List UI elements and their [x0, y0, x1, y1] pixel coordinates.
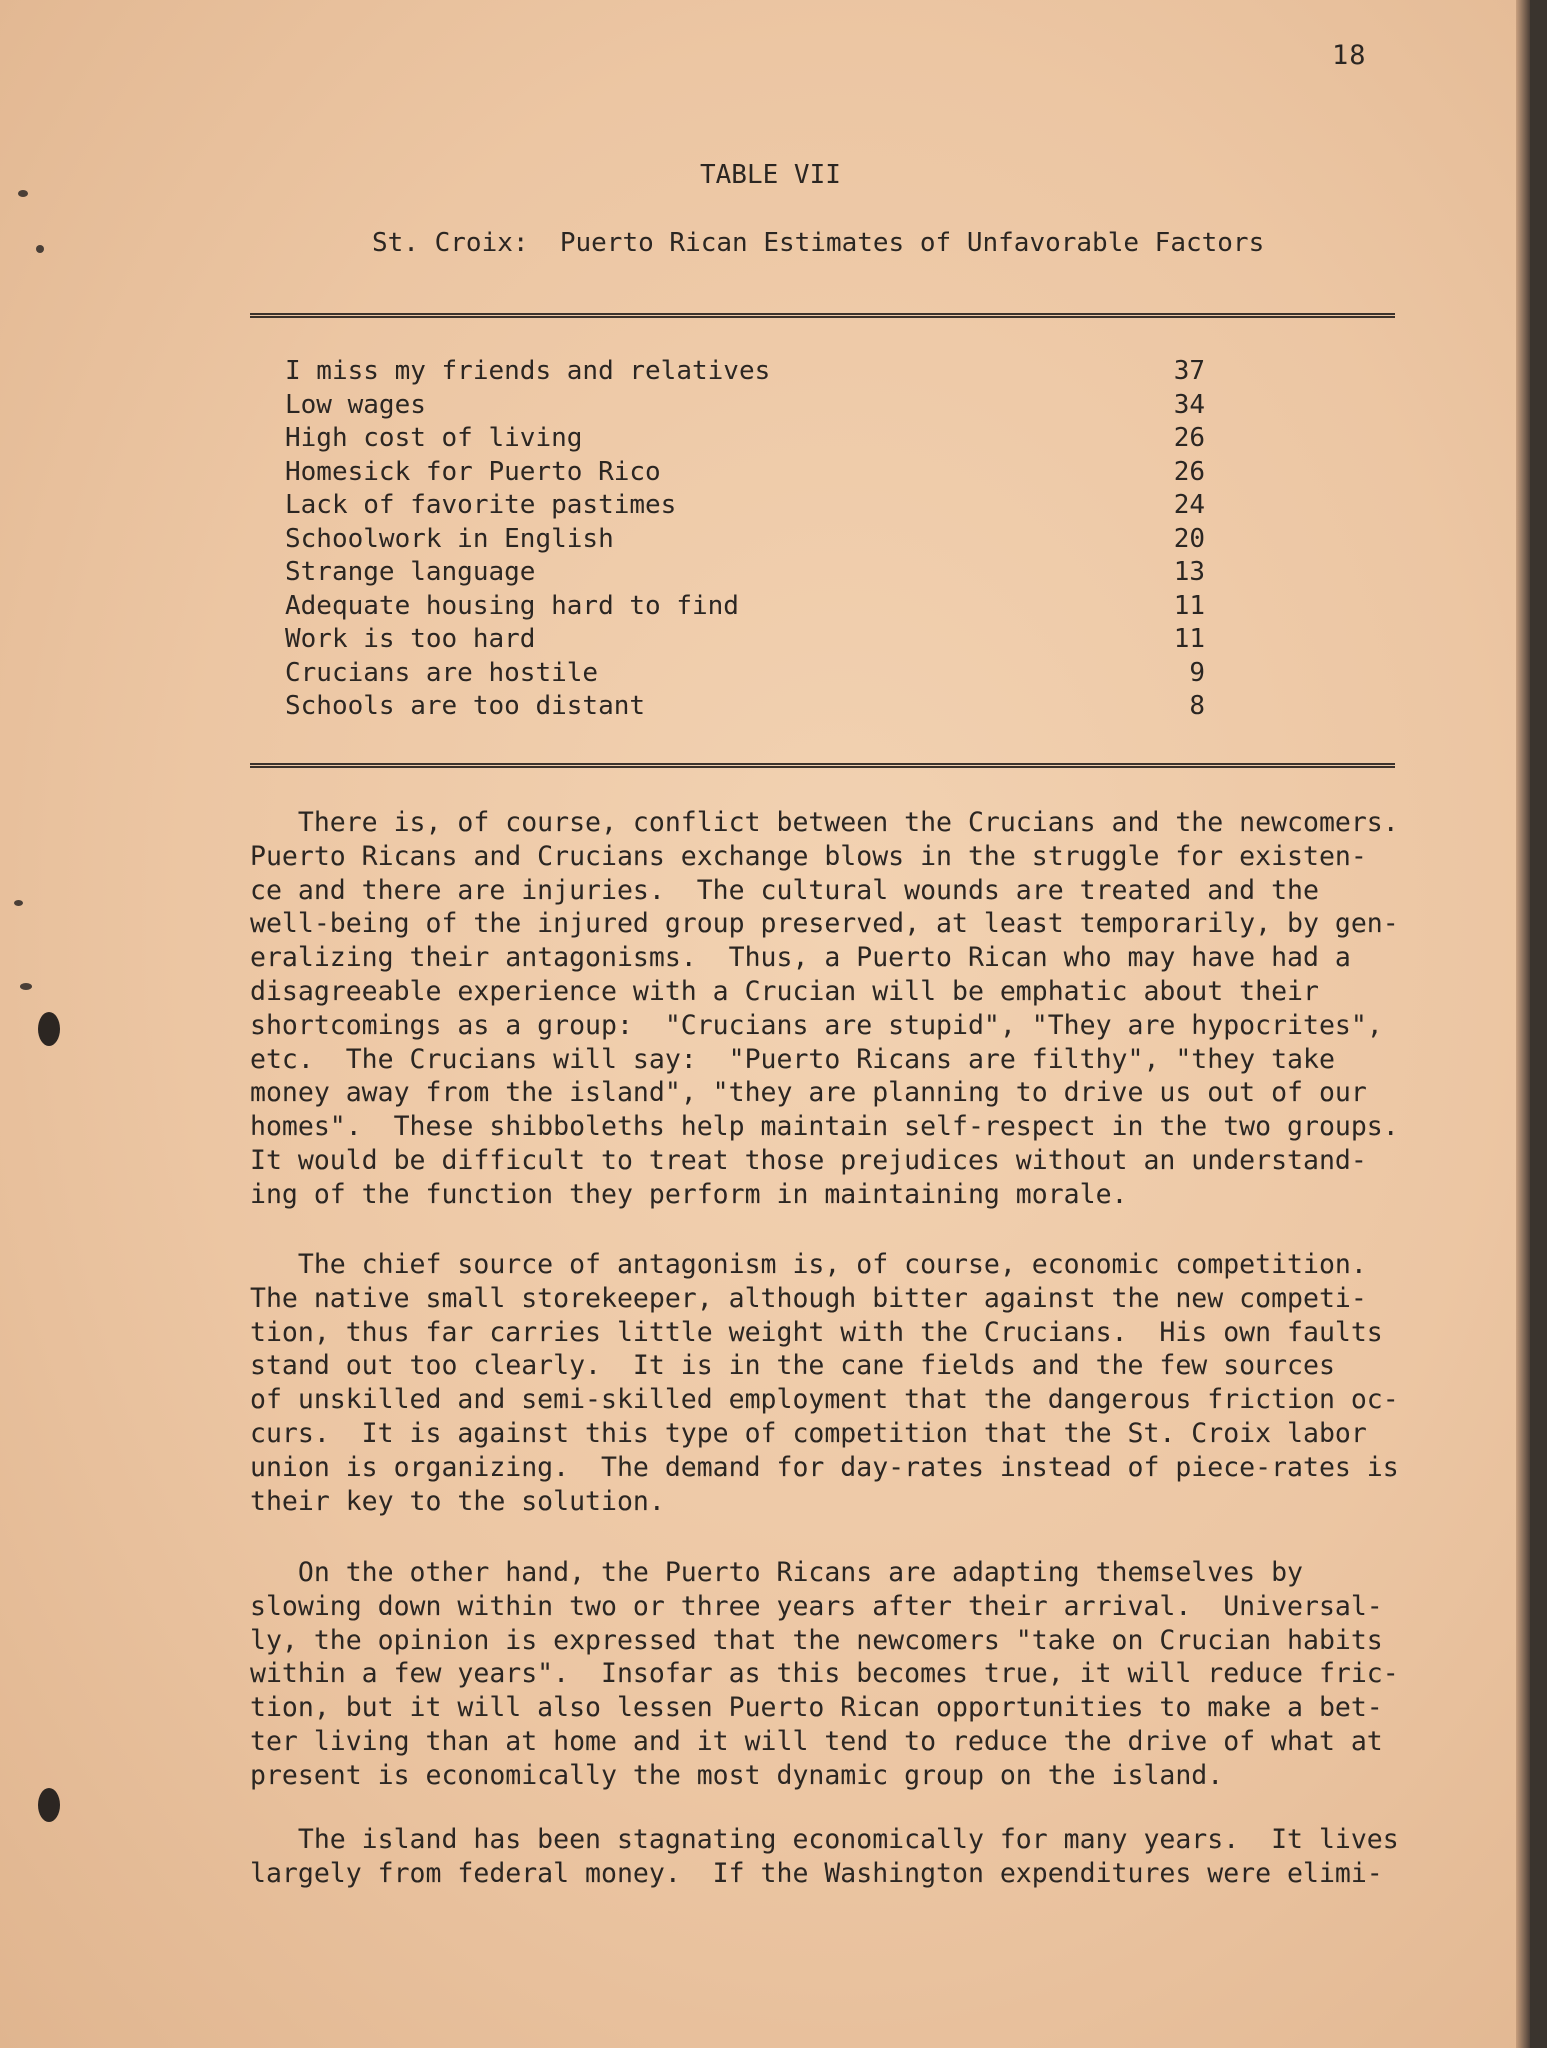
table-subtitle: St. Croix: Puerto Rican Estimates of Unfavorable Factors [372, 228, 1265, 258]
row-count: 11 [1173, 590, 1205, 621]
row-count: 26 [1173, 423, 1205, 453]
table-row [285, 556, 1205, 590]
table-row [285, 690, 1205, 724]
paragraph: There is, of course, conflict between the Crucians and the newcomers. Puerto Ricans and Crucians exchange blows in the struggle for existen- ce and there are injuries. The cultural wounds are treated and the well-being of the injured group preserved, at least temporarily, by gen- eralizing their antagonisms. Thus, a Puerto Rican who may have had a disagreeable experience with a Crucian will be emphatic about their shortcomings as a group: "Crucians are stupid", "They are hypocrites", etc. The Crucians will say: "Puerto Ricans are filthy", "they take money away from the island", "they are planning to drive us out of our homes". These shibboleths help maintain self-respect in the two groups. It would be difficult to treat those prejudices without an understand- ing of the function they perform in maintaining morale. [250, 807, 1399, 1210]
row-label: Schools are too distant [285, 691, 646, 721]
paper-speck [14, 900, 23, 906]
table-row [285, 355, 1205, 389]
row-count: 24 [1173, 490, 1205, 520]
row-label: I miss my friends and relatives [285, 356, 771, 386]
row-label: Low wages [285, 389, 426, 420]
table-top-rule [250, 313, 1395, 318]
row-count: 9 [1189, 657, 1205, 688]
row-count: 13 [1173, 557, 1205, 587]
row-label: Schoolwork in English [285, 523, 614, 554]
page-edge-shadow [1516, 0, 1530, 2048]
table-row [285, 523, 1205, 557]
row-count: 20 [1173, 523, 1205, 554]
table-bottom-rule [250, 763, 1395, 768]
table-title: TABLE VII [700, 160, 841, 190]
row-count: 8 [1189, 691, 1205, 721]
binding-hole [38, 1012, 60, 1046]
row-count: 26 [1173, 456, 1205, 487]
table-row [285, 623, 1205, 657]
paper-speck [36, 245, 44, 253]
table-row [285, 422, 1205, 456]
paragraph: On the other hand, the Puerto Ricans are adapting themselves by slowing down within two or three years after their arrival. Universal- ly, the opinion is expressed that the newcomers "take on Crucian habits within a few years". Insofar as this becomes true, it will reduce fric- tion, but it will also lessen Puerto Rican opportunities to make a bet- ter living than at home and it will tend to reduce the drive of what at present is economically the most dynamic group on the island. [250, 1557, 1399, 1791]
row-label: Strange language [285, 557, 536, 587]
row-label: Adequate housing hard to find [285, 590, 739, 621]
page-number: 18 [1332, 40, 1367, 71]
row-label: Lack of favorite pastimes [285, 490, 677, 520]
row-label: Crucians are hostile [285, 657, 599, 688]
row-count: 34 [1173, 389, 1205, 420]
row-count: 37 [1173, 356, 1205, 386]
table-row [285, 590, 1205, 624]
paragraph: The chief source of antagonism is, of course, economic competition. The native small storekeeper, although bitter against the new competi- tion, thus far carries little weight with the Crucians. His own faults stand out too clearly. It is in the cane fields and the few sources of unskilled and semi-skilled employment that the dangerous friction oc- curs. It is against this type of competition that the St. Croix labor union is organizing. The demand for day-rates instead of piece-rates is their key to the solution. [250, 1249, 1399, 1517]
paragraph: The island has been stagnating economically for many years. It lives largely from federal money. If the Washington expenditures were elimi- [250, 1824, 1399, 1889]
table-row [285, 489, 1205, 523]
row-count: 11 [1173, 624, 1205, 654]
table-row [285, 456, 1205, 490]
paper-speck [18, 190, 28, 197]
table-row [285, 389, 1205, 423]
row-label: High cost of living [285, 423, 583, 453]
row-label: Work is too hard [285, 624, 536, 654]
table-row [285, 657, 1205, 691]
row-label: Homesick for Puerto Rico [285, 456, 661, 487]
binding-hole [38, 1788, 60, 1822]
paper-speck [20, 983, 32, 990]
factors-table [285, 355, 1205, 724]
